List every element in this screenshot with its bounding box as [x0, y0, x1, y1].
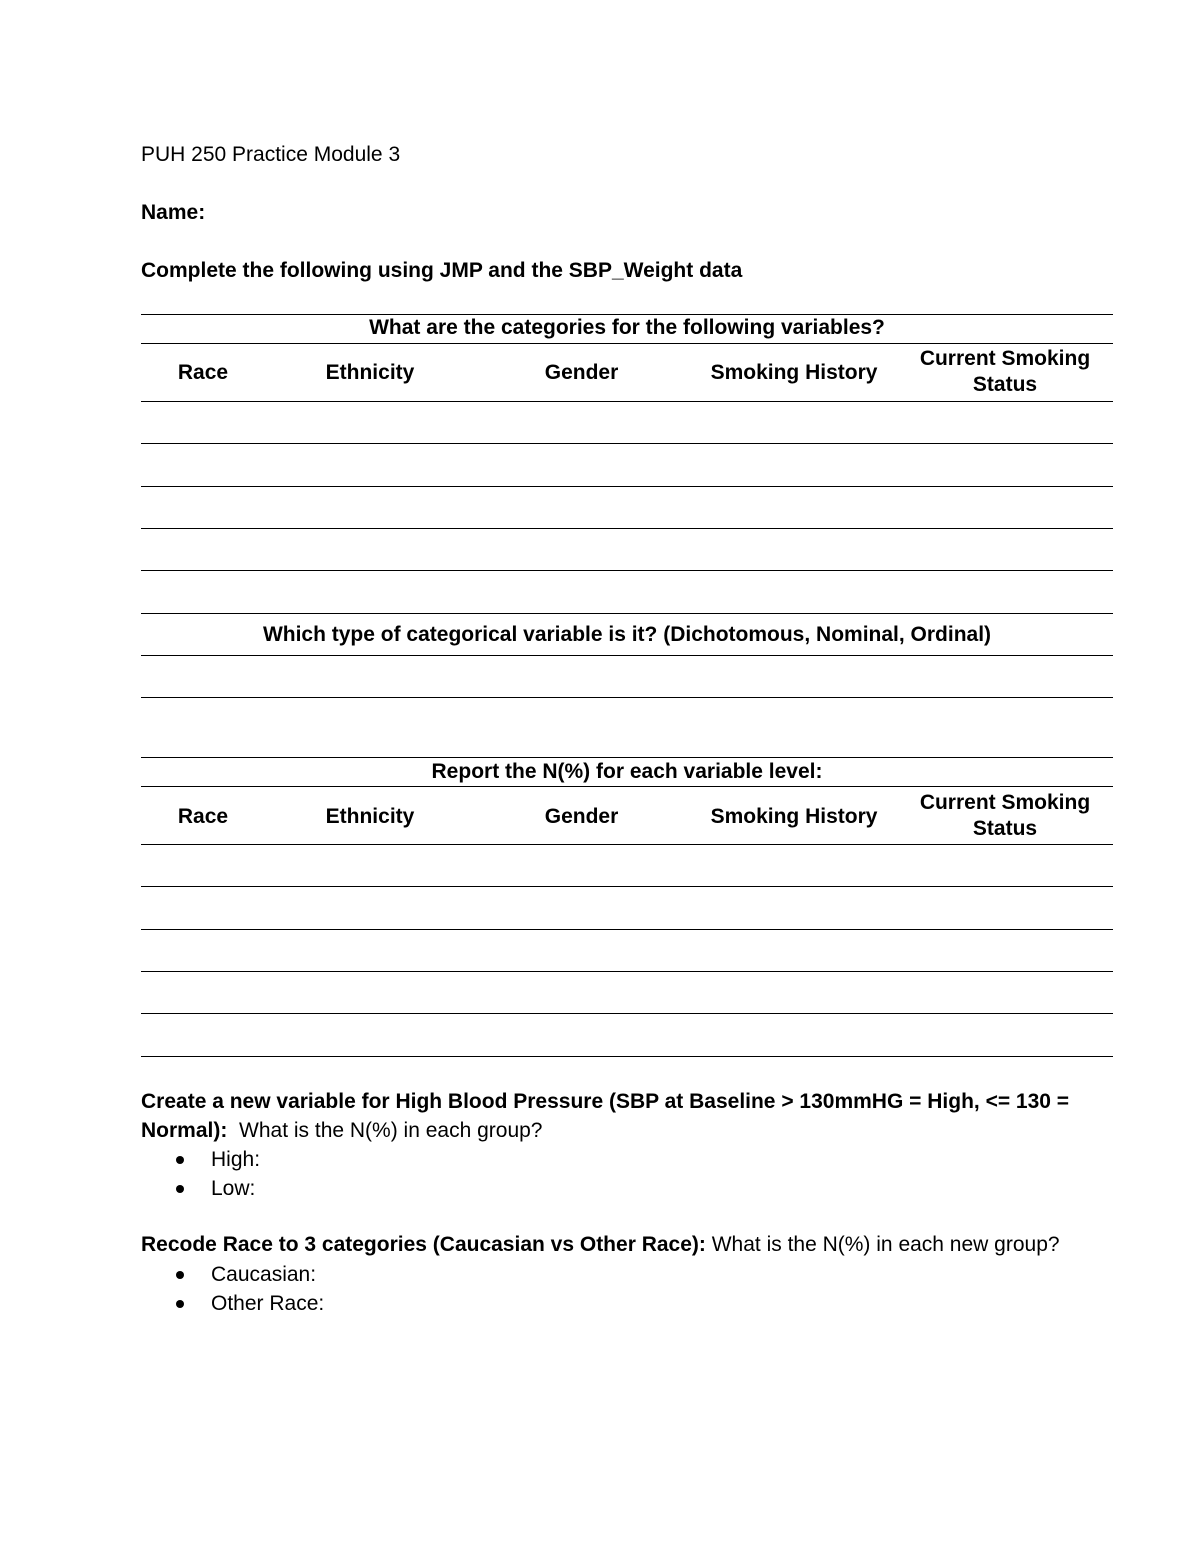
document-title: PUH 250 Practice Module 3 — [141, 143, 401, 166]
table-rule — [141, 757, 1113, 758]
list-item-low: Low: — [141, 1174, 260, 1203]
list-item-caucasian: Caucasian: — [141, 1260, 324, 1289]
table2-col-current-smoking-status: Current Smoking Status — [919, 791, 1091, 840]
table-rule — [141, 786, 1113, 787]
table-rule — [141, 343, 1113, 344]
table1-row[interactable] — [141, 401, 1113, 402]
table1-col-gender: Gender — [544, 361, 619, 384]
question-high-bp — [141, 1087, 1101, 1145]
table2-col-gender: Gender — [544, 805, 619, 828]
table1-heading: What are the categories for the following variables? — [369, 316, 885, 339]
question-high-bp-text: What is the N(%) in each group? — [227, 1119, 543, 1142]
table1-row[interactable] — [141, 443, 1113, 444]
name-label: Name: — [141, 201, 206, 224]
table1-row[interactable] — [141, 570, 1113, 571]
list-item-other-race: Other Race: — [141, 1289, 324, 1318]
table2-row[interactable] — [141, 1056, 1113, 1057]
table2-col-race: Race — [177, 805, 229, 828]
question-recode-race-text: What is the N(%) in each new group? — [705, 1233, 1060, 1256]
question-recode-race-bold: Recode Race to 3 categories (Caucasian vs Other Race): — [141, 1233, 706, 1256]
table2-row[interactable] — [141, 971, 1113, 972]
question-high-bp-bold: Create a new variable for High Blood Pressure (SBP at Baseline > 130mmHG = High, <= 130 = Normal): — [141, 1090, 1070, 1142]
recode-race-list — [141, 1260, 324, 1318]
table2-row[interactable] — [141, 1013, 1113, 1014]
table1-col-ethnicity: Ethnicity — [325, 361, 415, 384]
variable-type-heading: Which type of categorical variable is it? (Dichotomous, Nominal, Ordinal) — [262, 623, 992, 646]
table2-col-smoking-history: Smoking History — [710, 805, 878, 828]
instructions: Complete the following using JMP and the SBP_Weight data — [141, 259, 743, 282]
table1-row[interactable] — [141, 486, 1113, 487]
table1-row[interactable] — [141, 613, 1113, 614]
answer-row[interactable] — [141, 697, 1113, 698]
high-bp-list — [141, 1145, 260, 1203]
table2-row[interactable] — [141, 886, 1113, 887]
table1-col-smoking-history: Smoking History — [710, 361, 878, 384]
table2-row[interactable] — [141, 844, 1113, 845]
table-rule — [141, 655, 1113, 656]
table2-col-ethnicity: Ethnicity — [325, 805, 415, 828]
table-rule — [141, 314, 1113, 315]
table1-col-race: Race — [177, 361, 229, 384]
table1-col-current-smoking-status: Current Smoking Status — [919, 347, 1091, 396]
list-item-high: High: — [141, 1145, 260, 1174]
question-recode-race — [141, 1230, 1101, 1259]
table2-row[interactable] — [141, 929, 1113, 930]
table1-row[interactable] — [141, 528, 1113, 529]
table2-heading: Report the N(%) for each variable level: — [431, 760, 823, 783]
